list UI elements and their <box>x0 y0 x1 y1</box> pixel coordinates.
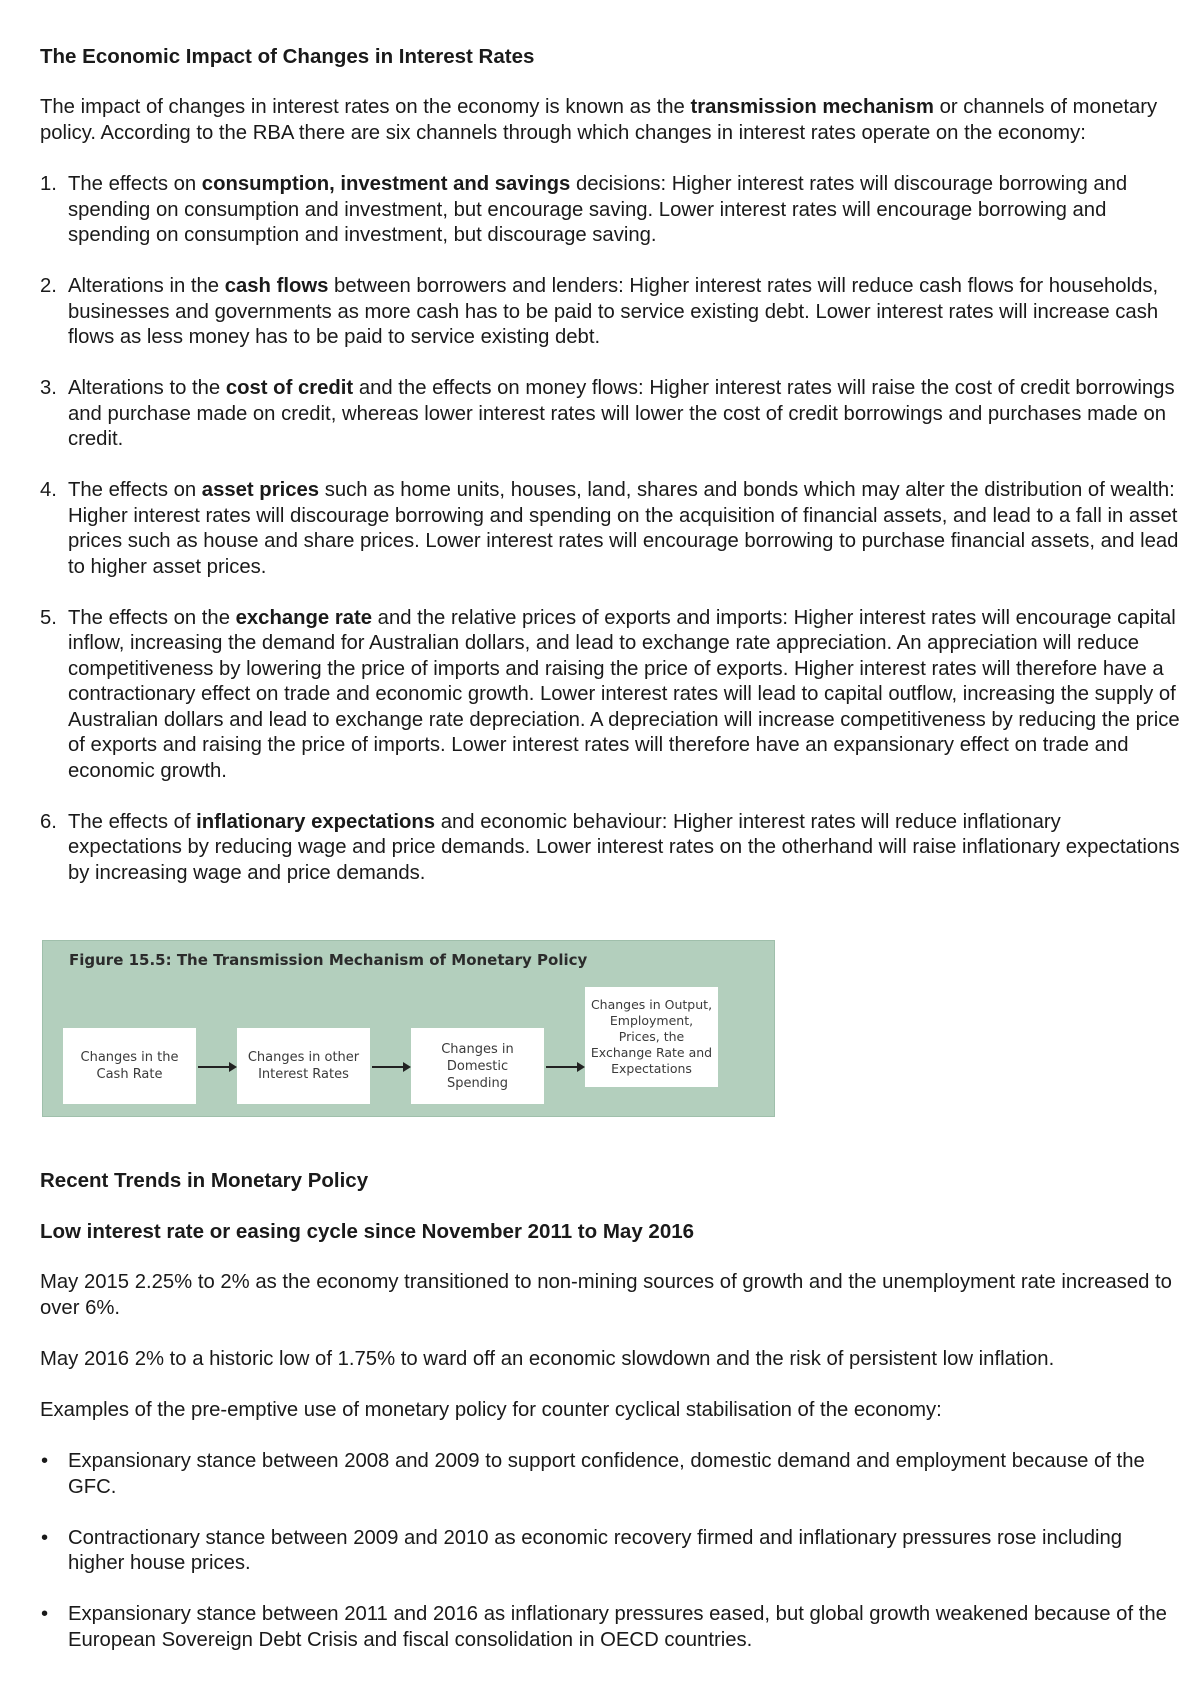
item-text: such as home units, houses, land, shares and bonds which may alter the distribution of wealth: Higher interest rates will discourage borrowing and spending on the acquisition of financial assets, and lead to a fall in asset prices such as house and share prices. Lower interest rates will encourage borrowing to purchase financial assets, and lead to higher asset prices. <box>68 479 1179 578</box>
recent-trends-heading: Recent Trends in Monetary Policy <box>40 1169 369 1192</box>
item-text: and economic behaviour: Higher interest rates will reduce inflationary expectations by reducing wage and price demands. Lower interest rates on the otherhand will raise inflationary expectations by increasing wage and price demands. <box>68 810 1180 884</box>
bullet-item <box>40 1602 1180 1653</box>
paragraph-may-2015: May 2015 2.25% to 2% as the economy transitioned to non-mining sources of growth and the unemployment rate increased to over 6%. <box>40 1271 1172 1319</box>
stance-bullet-list <box>40 1449 1180 1653</box>
list-number: 2. <box>40 275 57 297</box>
item-bold-term: consumption, investment and savings <box>201 173 571 195</box>
paragraph-may-2016: May 2016 2% to a historic low of 1.75% to ward off an economic slowdown and the risk of persistent low inflation. <box>40 1347 1055 1370</box>
list-item <box>40 274 1180 351</box>
list-number: 5. <box>40 606 57 629</box>
intro-text-start: The impact of changes in interest rates on the economy is known as the <box>40 96 691 118</box>
list-item <box>40 172 1180 249</box>
section-heading: The Economic Impact of Changes in Interest Rates <box>40 45 535 68</box>
bullet-item <box>40 1449 1180 1500</box>
item-bold-term: exchange rate <box>235 606 373 629</box>
flow-arrow <box>546 1066 583 1068</box>
flow-box-cash-rate: Changes in the Cash Rate <box>63 1028 196 1104</box>
list-number: 6. <box>40 810 57 833</box>
item-text: between borrowers and lenders: Higher interest rates will reduce cash flows for households, businesses and governments as more cash has to be paid to service existing debt. Lower interest rates will increase cash flows as less money has to be paid to service existing debt. <box>68 275 1159 348</box>
document-body <box>40 38 1180 912</box>
bullet-glyph: • <box>41 1526 49 1549</box>
item-text: decisions: Higher interest rates will discourage borrowing and spending on consumption and investment, but encourage saving. Lower interest rates will encourage borrowing and spending on consumption and investment, but discourage saving. <box>68 173 1128 246</box>
paragraph-examples: Examples of the pre-emptive use of monetary policy for counter cyclical stabilisation of the economy: <box>40 1398 942 1421</box>
transmission-mechanism-figure <box>42 940 775 1117</box>
item-text: Alterations in the <box>68 275 225 297</box>
flow-box-interest-rates: Changes in other Interest Rates <box>237 1028 370 1104</box>
intro-bold-term: transmission mechanism <box>690 96 934 118</box>
item-text: The effects on <box>68 479 202 501</box>
flow-box-output-employment: Changes in Output, Employment, Prices, the Exchange Rate and Expectations <box>585 987 718 1087</box>
bullet-glyph: • <box>41 1603 49 1625</box>
flow-arrow <box>198 1066 235 1068</box>
list-number: 4. <box>40 479 57 501</box>
list-number: 3. <box>40 377 57 399</box>
bullet-item <box>40 1526 1180 1577</box>
bullet-glyph: • <box>41 1450 49 1472</box>
easing-cycle-subheading: Low interest rate or easing cycle since November 2011 to May 2016 <box>40 1220 695 1243</box>
bullet-text: Contractionary stance between 2009 and 2010 as economic recovery firmed and inflationary pressures rose including higher house prices. <box>68 1526 1123 1574</box>
item-bold-term: cash flows <box>224 275 329 297</box>
recent-trends-section <box>40 1168 1180 1679</box>
item-bold-term: inflationary expectations <box>196 810 436 833</box>
intro-text-end: or channels of monetary policy. According to the RBA there are six channels through which changes in interest rates operate on the economy: <box>40 96 1158 144</box>
item-text: and the relative prices of exports and imports: Higher interest rates will encourage capital inflow, increasing the demand for Australian dollars, and lead to exchange rate appreciation. An appreciation will reduce competitiveness by lowering the price of imports and raising the price of exports. Higher interest rates will therefore have a contractionary effect on trade and economic growth. Lower interest rates will lead to capital outflow, increasing the supply of Australian dollars and lead to exchange rate depreciation. A depreciation will increase competitiveness by reducing the price of exports and raising the price of imports. Lower interest rates will therefore have an expansionary effect on trade and economic growth. <box>68 606 1180 782</box>
bullet-text: Expansionary stance between 2008 and 2009 to support confidence, domestic demand and employment because of the GFC. <box>68 1450 1145 1498</box>
item-text: and the effects on money flows: Higher interest rates will raise the cost of credit borrowings and purchase made on credit, whereas lower interest rates will lower the cost of credit borrowings and purchases made on credit. <box>68 377 1175 450</box>
item-text: Alterations to the <box>68 377 226 399</box>
list-item <box>40 376 1180 453</box>
list-item <box>40 810 1180 887</box>
list-item <box>40 478 1180 580</box>
intro-paragraph <box>40 95 1180 146</box>
flow-arrow <box>372 1066 409 1068</box>
item-bold-term: asset prices <box>201 479 320 501</box>
list-number: 1. <box>40 173 57 195</box>
figure-title: Figure 15.5: The Transmission Mechanism of Monetary Policy <box>69 951 588 969</box>
flow-box-domestic-spending: Changes in Domestic Spending <box>411 1028 544 1104</box>
list-item <box>40 606 1180 785</box>
item-text: The effects on the <box>68 606 236 629</box>
bullet-text: Expansionary stance between 2011 and 2016 as inflationary pressures eased, but global growth weakened because of the European Sovereign Debt Crisis and fiscal consolidation in OECD countries. <box>68 1603 1167 1651</box>
channels-list <box>40 172 1180 886</box>
item-text: The effects of <box>68 810 197 833</box>
item-bold-term: cost of credit <box>225 377 354 399</box>
item-text: The effects on <box>68 173 202 195</box>
